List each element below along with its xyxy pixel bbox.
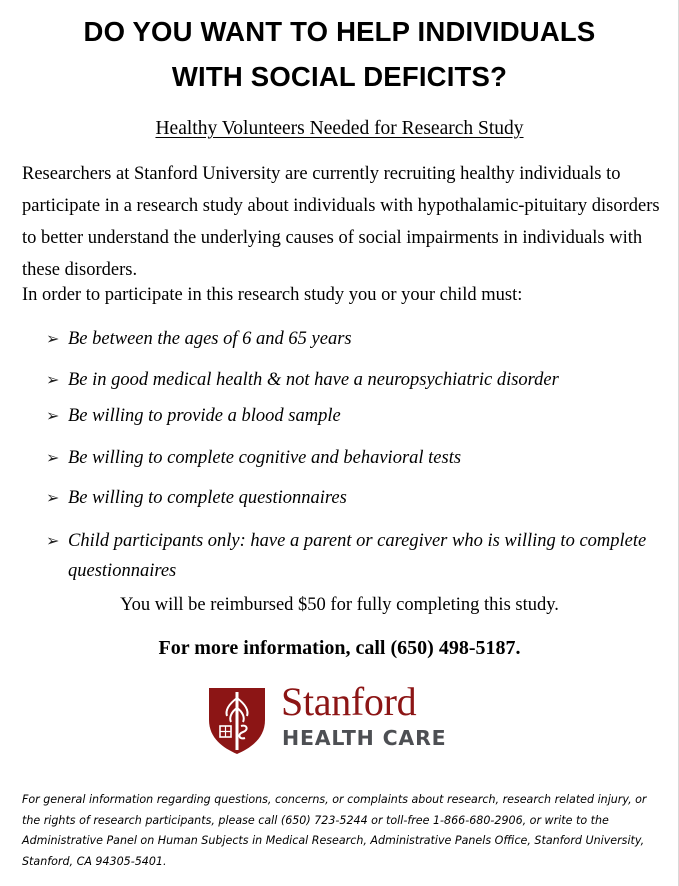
- contact-phone: For more information, call (650) 498-5187.: [158, 637, 521, 659]
- arrow-bullet-icon: ➢: [46, 531, 60, 550]
- arrow-bullet-icon: ➢: [46, 406, 60, 425]
- footer-disclaimer: For general information regarding questions, concerns, or complaints about research, research related injury, or the rights of research participants, please call (650) 723-5244 or toll-free 1-866-680-2906, or write to the Administrative Panel on Human Subjects in Medical Research, Administrative Panels Office, Stanford University, Stanford, CA 94305-5401.: [22, 793, 647, 868]
- bullet-text: Be willing to complete cognitive and behavioral tests: [68, 448, 462, 468]
- bullet-text: Be between the ages of 6 and 65 years: [68, 329, 352, 349]
- headline-line-1: DO YOU WANT TO HELP INDIVIDUALS: [83, 16, 596, 47]
- bullet-text: Be willing to complete questionnaires: [68, 488, 347, 508]
- subtitle: Healthy Volunteers Needed for Research Study: [155, 118, 524, 139]
- bullet-item: [46, 443, 666, 473]
- arrow-bullet-icon: ➢: [46, 488, 60, 507]
- intro-paragraph: Researchers at Stanford University are currently recruiting healthy individuals to participate in a research study about individuals with hypothalamic-pituitary disorders to better understand the underlying causes of social impairments in individuals with these disorders.: [22, 164, 660, 280]
- bullet-text: Be willing to provide a blood sample: [68, 406, 341, 426]
- requirement-statement: In order to participate in this research study you or your child must:: [22, 285, 523, 305]
- reimbursement-note: You will be reimbursed $50 for fully completing this study.: [120, 595, 559, 615]
- stanford-health-care-logo: [207, 679, 467, 760]
- arrow-bullet-icon: ➢: [46, 329, 60, 348]
- logo-subtitle: HEALTH CARE: [282, 726, 447, 750]
- bullet-item: [46, 324, 666, 354]
- stanford-tree-shield-icon: [207, 686, 267, 756]
- bullet-item: [46, 401, 666, 431]
- logo-name: Stanford: [281, 679, 417, 724]
- arrow-bullet-icon: ➢: [46, 370, 60, 389]
- bullet-text: Be in good medical health & not have a neuropsychiatric disorder: [68, 370, 559, 390]
- bullet-item: [46, 365, 666, 395]
- arrow-bullet-icon: ➢: [46, 448, 60, 467]
- bullet-item: [46, 483, 666, 513]
- bullet-item: [46, 526, 666, 586]
- bullet-text: Child participants only: have a parent or caregiver who is willing to complete questionnaires: [68, 531, 647, 581]
- headline-line-2: WITH SOCIAL DEFICITS?: [171, 61, 508, 92]
